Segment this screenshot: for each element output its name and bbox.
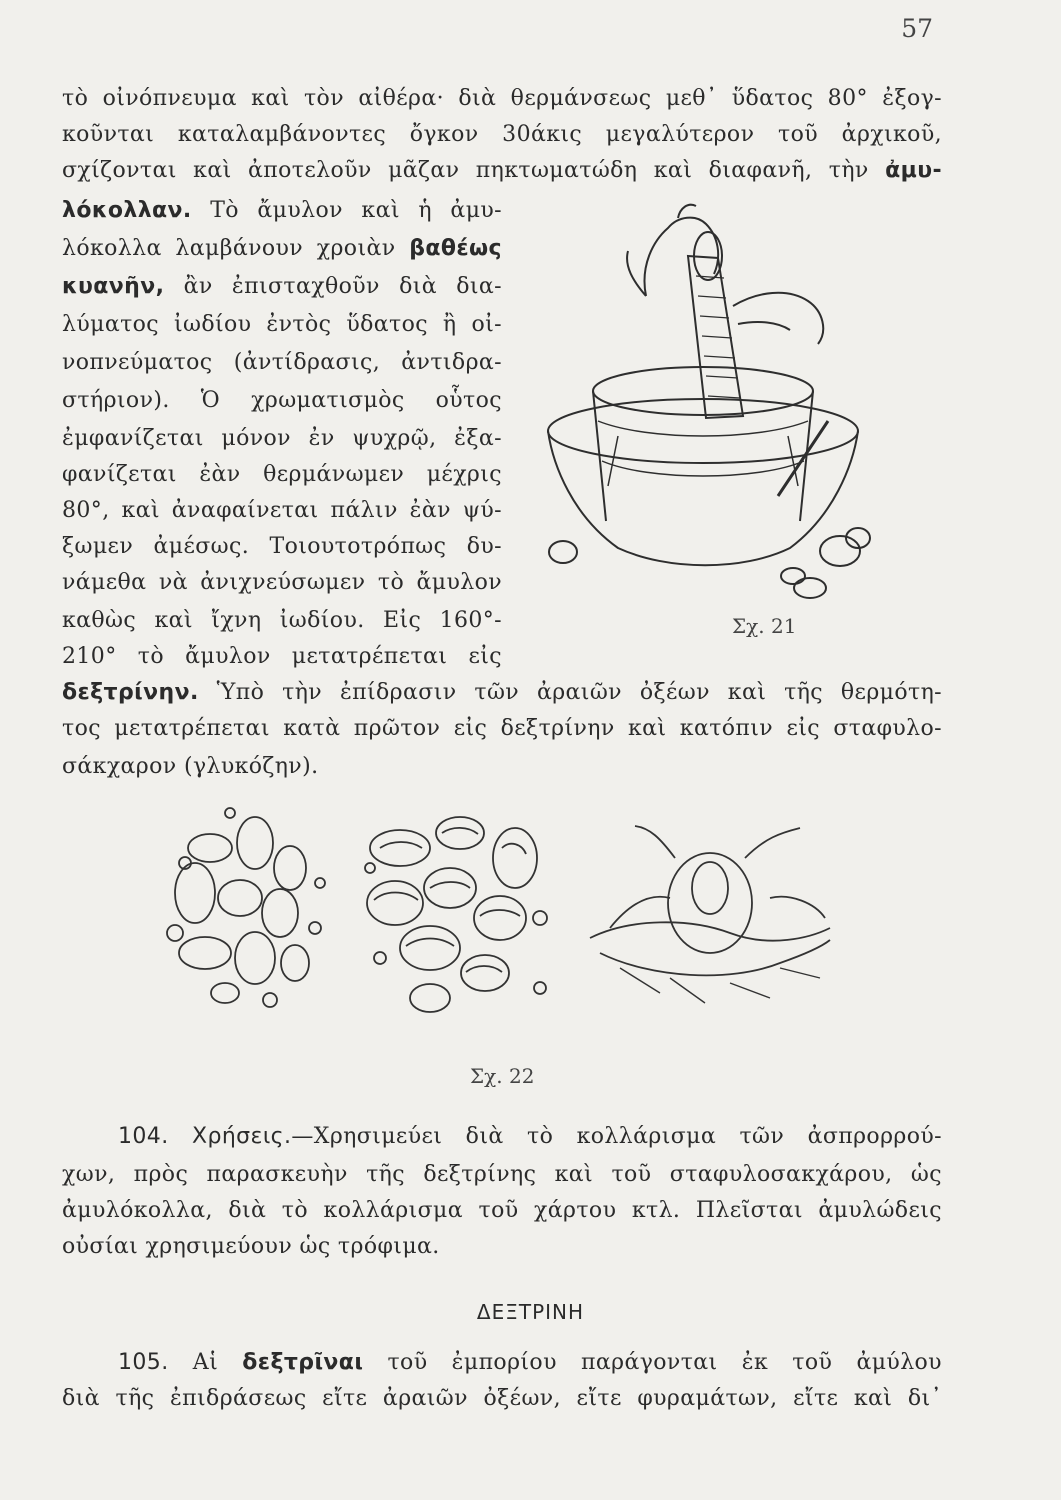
text-line: ξωμεν ἀμέσως. Τοιουτοτρόπως δυ- xyxy=(62,534,502,559)
starch-cluster-1 xyxy=(162,808,338,1007)
starch-cluster-2 xyxy=(365,817,547,1012)
text-line: ἐμφανίζεται μόνον ἐν ψυχρῷ, ἐξα- xyxy=(62,426,502,451)
figure-22-illustration xyxy=(130,788,840,1028)
text-line: στήριον). Ὁ χρωματισμὸς οὗτος xyxy=(62,388,502,413)
text-line: οὐσίαι χρησιμεύουν ὡς τρόφιμα. xyxy=(62,1234,440,1259)
text-line: διὰ τῆς ἐπιδράσεως εἴτε ἀραιῶν ὀξέων, εἴτε φυραμάτων, εἴτε καὶ δι᾽ xyxy=(62,1386,942,1411)
figure-21-caption: Σχ. 21 xyxy=(732,614,797,638)
text-line: φανίζεται ἐὰν θερμάνωμεν μέχρις xyxy=(62,462,502,487)
bold-term: δεξτρίνην. xyxy=(62,680,199,705)
text-line: 210° τὸ ἄμυλον μετατρέπεται εἰς xyxy=(62,644,502,669)
bold-term: δεξτρῖναι xyxy=(242,1350,364,1375)
text-line: καθὼς καὶ ἴχνη ἰωδίου. Εἰς 160°- xyxy=(62,608,502,633)
text-line: σάκχαρον (γλυκόζην). xyxy=(62,754,319,779)
page-number: 57 xyxy=(901,14,933,43)
text-line: 104. Χρήσεις.—Χρησιμεύει διὰ τὸ κολλάρισμα τῶν ἀσπρορρού- xyxy=(118,1124,942,1149)
text-line: λόκολλαν. Τὸ ἄμυλον καὶ ἡ ἀμυ- xyxy=(62,198,502,223)
text-line: κοῦνται καταλαμβάνοντες ὄγκον 30άκις μεγαλύτερον τοῦ ἀρχικοῦ, xyxy=(62,122,942,147)
text-line: ἀμυλόκολλα, διὰ τὸ κολλάρισμα τοῦ χάρτου κτλ. Πλεῖσται ἀμυλώδεις xyxy=(62,1198,942,1223)
bold-term: λόκολλαν. xyxy=(62,198,192,223)
bold-term: ἀμυ- xyxy=(885,158,942,183)
text-line: τὸ οἰνόπνευμα καὶ τὸν αἰθέρα· διὰ θερμάνσεως μεθ᾽ ὕδατος 80° ἐξογ- xyxy=(62,86,942,111)
text-line: χων, πρὸς παρασκευὴν τῆς δεξτρίνης καὶ τοῦ σταφυλοσακχάρου, ὡς xyxy=(62,1162,942,1187)
section-number: 104. xyxy=(118,1124,169,1149)
text-line: λύματος ἰωδίου ἐντὸς ὕδατος ἢ οἰ- xyxy=(62,312,502,337)
text-line: νοπνεύματος (ἀντίδρασις, ἀντιδρα- xyxy=(62,350,502,375)
text-line: 80°, καὶ ἀναφαίνεται πάλιν ἐὰν ψύ- xyxy=(62,498,502,523)
text-line: 105. Αἱ δεξτρῖναι τοῦ ἐμπορίου παράγονται ἐκ τοῦ ἀμύλου xyxy=(118,1350,942,1375)
text-line: κυανῆν, ἂν ἐπισταχθοῦν διὰ δια- xyxy=(62,274,502,299)
figure-22-caption: Σχ. 22 xyxy=(470,1064,535,1088)
text-line: δεξτρίνην. Ὑπὸ τὴν ἐπίδρασιν τῶν ἀραιῶν ὀξέων καὶ τῆς θερμότη- xyxy=(62,680,942,705)
starch-plant-drawing xyxy=(590,826,830,1003)
figure-21-illustration xyxy=(528,196,878,616)
bold-term: κυανῆν, xyxy=(62,274,165,299)
text-line: λόκολλα λαμβάνουν χροιὰν βαθέως xyxy=(62,236,502,261)
section-number: 105. xyxy=(118,1350,169,1375)
text-line: νάμεθα νὰ ἀνιχνεύσωμεν τὸ ἄμυλον xyxy=(62,570,502,595)
text-line: τος μετατρέπεται κατὰ πρῶτον εἰς δεξτρίνην καὶ κατόπιν εἰς σταφυλο- xyxy=(62,716,942,741)
section-heading: ΔΕΞΤΡΙΝΗ xyxy=(476,1300,585,1324)
bold-term: βαθέως xyxy=(409,236,502,261)
text-line: σχίζονται καὶ ἀποτελοῦν μᾶζαν πηκτωματώδη καὶ διαφανῆ, τὴν ἀμυ- xyxy=(62,158,942,183)
section-title: Χρήσεις. xyxy=(192,1124,292,1149)
